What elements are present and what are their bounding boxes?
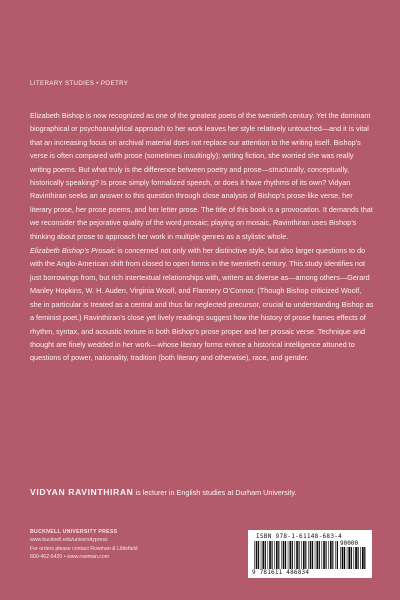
ean-barcode-icon (254, 541, 338, 569)
orders-line: For orders please contact Rowman & Littlefield (30, 545, 138, 552)
barcode-bar (303, 541, 305, 569)
barcode-bar (295, 541, 296, 569)
barcode-bar (305, 541, 306, 569)
addon-barcode-icon (340, 547, 366, 569)
barcode-bar (316, 541, 318, 569)
barcode-bar (281, 541, 282, 569)
barcode-bar (289, 541, 291, 569)
publisher-info (30, 528, 138, 562)
barcode-bar (326, 541, 327, 569)
barcode-bar (354, 547, 355, 569)
book-title-reference: Elizabeth Bishop’s Prosaic (30, 246, 116, 256)
barcode-bar (299, 541, 300, 569)
description-paragraph-1 (30, 109, 374, 243)
barcode-bar (340, 547, 341, 569)
barcode-bar (364, 547, 365, 569)
barcode-bar (330, 541, 332, 569)
barcode-bar (337, 541, 338, 569)
barcode-bar (308, 541, 309, 569)
barcode-bar (288, 541, 289, 569)
barcode-bar (335, 541, 336, 569)
isbn-number: ISBN 978-1-61148-683-4 (256, 533, 343, 540)
paragraph-1-end: ; playing on mosaic, Ravinthiran uses Bishop’s thinking about prose to approach her work in multiple genres as a stylistic whole. (30, 218, 357, 241)
barcode-bar (328, 541, 329, 569)
prosaic-word: prosaic (183, 218, 207, 228)
barcode-bar (292, 541, 293, 569)
barcode-bar (319, 541, 320, 569)
barcode-bar (276, 541, 278, 569)
barcode-bar (355, 547, 357, 569)
barcode-bar (272, 541, 273, 569)
barcode-bar (362, 547, 364, 569)
author-bio-text: is lecturer in English studies at Durham University. (133, 488, 297, 497)
publisher-name: BUCKNELL UNIVERSITY PRESS (30, 529, 118, 535)
category-label: LITERARY STUDIES • POETRY (30, 80, 129, 87)
book-description (30, 109, 374, 365)
author-name: VIDYAN RAVINTHIRAN (30, 487, 134, 497)
barcode-bar (278, 541, 279, 569)
barcode-bar (261, 541, 262, 569)
publisher-url: www.bucknell.edu/universitypress (30, 537, 108, 544)
barcode-bar (269, 541, 271, 569)
barcode-bar (342, 547, 344, 569)
barcode-bar (310, 541, 312, 569)
barcode-bar (312, 541, 313, 569)
barcode-bar (283, 541, 285, 569)
barcode-bar (301, 541, 302, 569)
barcode-bar (347, 547, 348, 569)
author-bio (30, 486, 374, 499)
barcode-bar (285, 541, 286, 569)
barcode-bar (315, 541, 316, 569)
barcode-bar (323, 541, 325, 569)
barcode-bar (274, 541, 275, 569)
barcode-bar (344, 547, 345, 569)
paragraph-2-text: is concerned not only with her distinctive style, but also larger questions to do with the Anglo-American shift from closed to open forms in the twentieth century. This study identifies not just borrowings from, but rich intertextual relationships with, writers as diverse as—among others—Gerard Manley Hopkins, W. H. Auden, Virginia Woolf, and Flannery O’Connor. (Though Bishop criticized Woolf, she in particular is treated as a central and thus far neglected precursor, crucial to understanding Bishop as a feminist poet.) Ravinthiran’s close yet lively readings suggest how the history of prose frames effects of rhythm, syntax, and acoustic texture in both Bishop’s prose proper and her prosaic verse. Technique and thought are finely wedded in her work—whose literary forms evince a historical intelligence attuned to questions of power, nationality, tradition (both literary and otherwise), race, and gender. (30, 246, 374, 363)
barcode-bar (322, 541, 323, 569)
barcode-bar (258, 541, 259, 569)
barcode-bar (332, 541, 333, 569)
barcode-bar (262, 541, 264, 569)
barcode-bar (254, 541, 255, 569)
barcode-bar (348, 547, 350, 569)
barcode-bar (360, 547, 361, 569)
barcode-bar (256, 541, 258, 569)
contact-line: 800-462-6420 • www.rowman.com (30, 554, 110, 561)
barcode-bar (358, 547, 359, 569)
barcode-bar (268, 541, 269, 569)
barcode-bar (265, 541, 266, 569)
barcode-bar (296, 541, 298, 569)
barcode-panel (248, 530, 372, 578)
paragraph-1-text: Elizabeth Bishop is now recognized as one of the greatest poets of the twentieth century. Yet the dominant biographical or psychoanalytical approach to her work leaves her style relatively untouched—and it is vital that an increasing focus on archival material does not replace our attention to the writing itself. Bishop’s verse is often compared with prose (sometimes insultingly); writing fiction, she worried she was really writing poems. But what truly is the difference between poetry and prose—structurally, conceptually, historically speaking? Is prose simply formalized speech, or does it have rhythms of its own? Vidyan Ravinthiran seeks an answer to this question through close analysis of Bishop’s prose-like verse, her literary prose, her prose poems, and her letter prose. The title of this book is a provocation. It demands that we reconsider the pejorative quality of the word (30, 111, 373, 228)
ean-digits: 9 781611 486834 (252, 569, 310, 576)
description-paragraph-2 (30, 244, 374, 365)
addon-price-code: 90000 (340, 540, 359, 547)
barcode-bar (351, 547, 352, 569)
